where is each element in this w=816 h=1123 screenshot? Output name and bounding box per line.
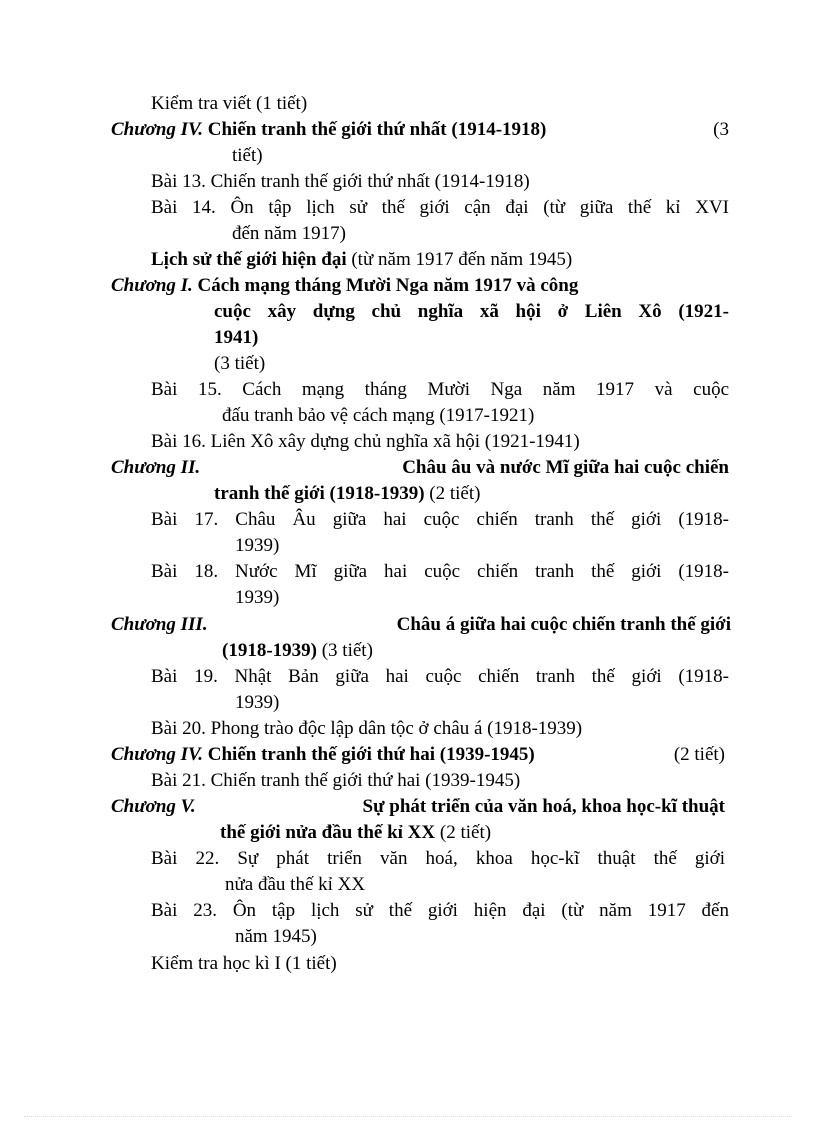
- lesson-line: Bài 23. Ôn tập lịch sử thế giới hiện đại (từ năm 1917 đến: [151, 900, 729, 921]
- chapter-hours: (2 tiết): [673, 744, 725, 765]
- lesson-line: Bài 16. Liên Xô xây dựng chủ nghĩa xã hội (1921-1941): [151, 431, 580, 452]
- chapter-heading: [111, 273, 729, 299]
- chapter-heading: [111, 117, 729, 143]
- chapter-title-cont: cuộc xây dựng chủ nghĩa xã hội ở Liên Xô (1921-: [214, 301, 729, 322]
- section-period: (từ năm 1917 đến năm 1945): [351, 249, 573, 270]
- chapter-heading: [111, 612, 731, 638]
- chapter-title: (1918-1939): [222, 640, 317, 661]
- exam-line: Kiểm tra viết (1 tiết): [151, 93, 308, 114]
- chapter-label: Chương V.: [111, 796, 196, 817]
- chapter-label: Chương IV.: [111, 744, 204, 765]
- section-title: Lịch sử thế giới hiện đại: [151, 249, 347, 270]
- chapter-hours: (3: [713, 119, 729, 140]
- chapter-title: Châu âu và nước Mĩ giữa hai cuộc chiến: [402, 457, 729, 478]
- lesson-line-cont: đến năm 1917): [232, 223, 346, 244]
- chapter-title: Cách mạng tháng Mười Nga năm 1917 và công: [197, 275, 579, 296]
- chapter-label: Chương III.: [111, 614, 208, 635]
- lesson-line: Bài 18. Nước Mĩ giữa hai cuộc chiến tranh thế giới (1918-: [151, 561, 729, 582]
- chapter-title-cont: 1941): [214, 327, 259, 348]
- chapter-label: Chương II.: [111, 457, 201, 478]
- lesson-line-cont: 1939): [235, 587, 280, 608]
- lesson-line: Bài 13. Chiến tranh thế giới thứ nhất (1914-1918): [151, 171, 530, 192]
- lesson-line-cont: 1939): [235, 535, 280, 556]
- lesson-line: Bài 17. Châu Âu giữa hai cuộc chiến tranh thế giới (1918-: [151, 509, 729, 530]
- chapter-hours: (3 tiết): [321, 640, 373, 661]
- chapter-hours-cont: tiết): [232, 145, 263, 166]
- lesson-line: Bài 20. Phong trào độc lập dân tộc ở châu á (1918-1939): [151, 718, 583, 739]
- lesson-line-cont: năm 1945): [235, 926, 317, 947]
- chapter-title: tranh thế giới (1918-1939): [214, 483, 425, 504]
- chapter-heading: [111, 455, 729, 481]
- lesson-line-cont: đấu tranh bảo vệ cách mạng (1917-1921): [222, 405, 535, 426]
- chapter-label: Chương IV.: [111, 119, 204, 140]
- chapter-title-cont: [214, 481, 480, 507]
- chapter-heading: [111, 742, 725, 768]
- chapter-title: thế giới nửa đầu thế kỉ XX: [220, 822, 436, 843]
- chapter-heading: [111, 794, 725, 820]
- exam-line: Kiểm tra học kì I (1 tiết): [151, 953, 337, 974]
- lesson-line: Bài 19. Nhật Bản giữa hai cuộc chiến tranh thế giới (1918-: [151, 666, 729, 687]
- lesson-line: Bài 21. Chiến tranh thế giới thứ hai (1939-1945): [151, 770, 521, 791]
- chapter-title: Chiến tranh thế giới thứ hai (1939-1945): [207, 744, 535, 765]
- lesson-line: Bài 15. Cách mạng tháng Mười Nga năm 1917 và cuộc: [151, 379, 729, 400]
- chapter-hours: (3 tiết): [214, 353, 266, 374]
- chapter-title-cont: [222, 638, 373, 664]
- section-heading: [151, 247, 572, 273]
- chapter-title: Chiến tranh thế giới thứ nhất (1914-1918): [207, 119, 547, 140]
- lesson-line-cont: 1939): [235, 692, 280, 713]
- lesson-line: Bài 22. Sự phát triển văn hoá, khoa học-kĩ thuật thế giới: [151, 848, 725, 869]
- lesson-line: Bài 14. Ôn tập lịch sử thế giới cận đại (từ giữa thế kỉ XVI: [151, 197, 729, 218]
- chapter-hours: (2 tiết): [429, 483, 481, 504]
- chapter-title-cont: [220, 820, 491, 846]
- chapter-title: Châu á giữa hai cuộc chiến tranh thế giới: [396, 614, 731, 635]
- lesson-line-cont: nửa đầu thế kỉ XX: [225, 874, 366, 895]
- chapter-title: Sự phát triển của văn hoá, khoa học-kĩ thuật: [362, 796, 725, 817]
- chapter-label: Chương I.: [111, 275, 193, 296]
- page-bottom-divider: [24, 1116, 792, 1117]
- chapter-hours: (2 tiết): [439, 822, 492, 843]
